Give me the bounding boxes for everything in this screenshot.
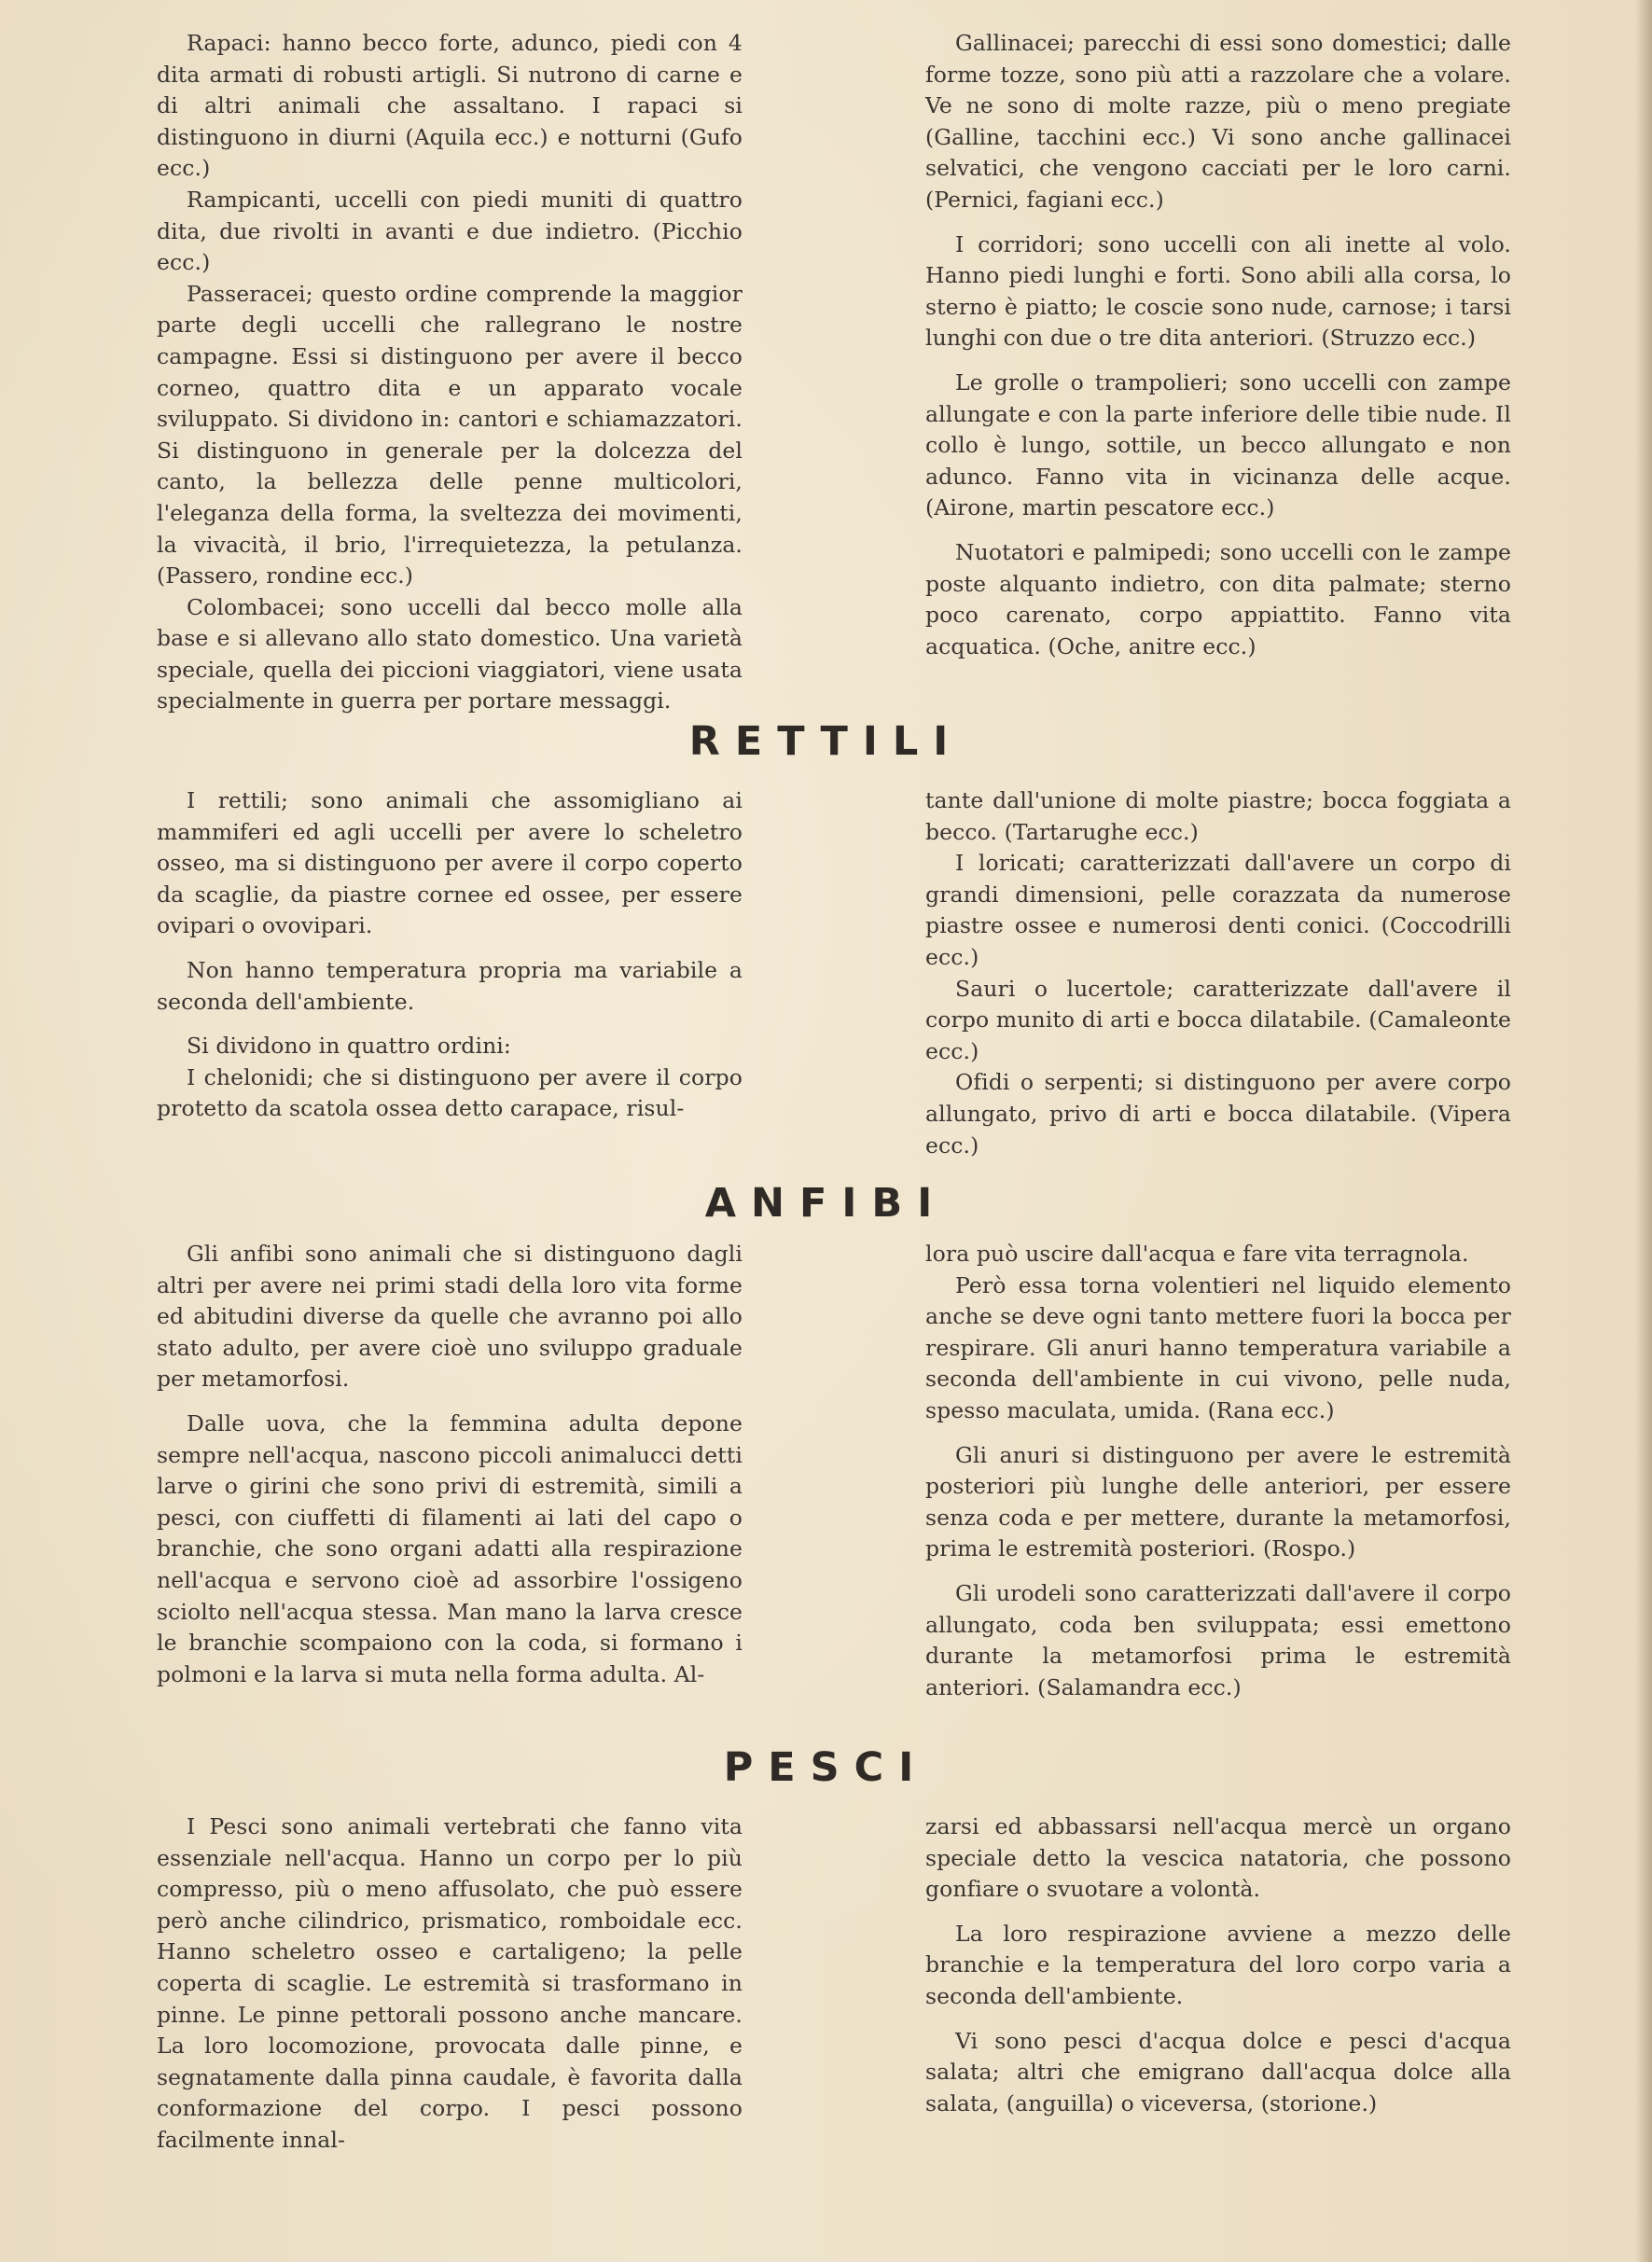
paragraph-anuri: Gli anuri si distinguono per avere le estremità posteriori più lunghe delle anteriori, per essere senza coda e per mettere, durante la metamorfosi, prima le estremità posteriori. (Rospo.) (925, 1441, 1511, 1562)
paragraph-anfibi-cont: lora può uscire dall'acqua e fare vita terragnola. (925, 1241, 1469, 1267)
paragraph-pesci-intro: I Pesci sono animali vertebrati che fanno vita essenziale nell'acqua. Hanno un corpo per lo più compresso, più o meno affusolato, che può essere però anche cilindrico, prismatico, romboidale ecc. Hanno scheletro osseo e cartaligeno; la pelle coperta di scaglie. Le estremità si trasformano in pinne. Le pinne pettorali possono anche mancare. La loro locomozione, provocata dalle pinne, e segnatamente dalla pinna caudale, è favorita dalla conformazione del corpo. I pesci possono facilmente innal- (157, 1813, 743, 2153)
paragraph-trampolieri: Le grolle o trampolieri; sono uccelli con zampe allungate e con la parte inferiore delle tibie nude. Il collo è lungo, sottile, un becco allungato e non adunco. Fanno vita in vicinanza delle acque. (Airone, martin pescatore ecc.) (925, 368, 1511, 521)
rettili-section (157, 785, 1511, 1161)
heading-anfibi: ANFIBI (704, 1180, 948, 1227)
paragraph-rampicanti: Rampicanti, uccelli con piedi muniti di quattro dita, due rivolti in avanti e due indietro. (Picchio ecc.) (157, 186, 743, 276)
paragraph-nuotatori: Nuotatori e palmipedi; sono uccelli con le zampe poste alquanto indietro, con dita palmate; sterno poco carenato, corpo appiattito. Fanno vita acquatica. (Oche, anitre ecc.) (925, 538, 1511, 659)
paragraph-acqua: Vi sono pesci d'acqua dolce e pesci d'acqua salata; altri che emigrano dall'acqua dolce alla salata, (anguilla) o viceversa, (storione.) (925, 2027, 1511, 2116)
anfibi-section (157, 1239, 1511, 1703)
paragraph-passeracei: Passeracei; questo ordine comprende la maggior parte degli uccelli che rallegrano le nostre campagne. Essi si distinguono per avere il becco corneo, quattro dita e un apparato vocale sviluppato. Si dividono in: cantori e schiamazzatori. Si distinguono in generale per la dolcezza del canto, la bellezza delle penne multicolori, l'eleganza della forma, la sveltezza dei movimenti, la vivacità, il brio, l'irrequietezza, la petulanza. (Passero, rondine ecc.) (157, 280, 743, 590)
page-edge-shadow (1635, 0, 1652, 2262)
paragraph-rapaci: Rapaci: hanno becco forte, adunco, piedi con 4 dita armati di robusti artigli. Si nutrono di carne e di altri animali che assaltano. I rapaci si distinguono in diurni (Aquila ecc.) e notturni (Gufo ecc.) (157, 30, 743, 182)
paragraph-respirazione: La loro respirazione avviene a mezzo delle branchie e la temperatura del loro corpo varia a seconda dell'ambiente. (925, 1920, 1511, 2009)
paragraph-rettili-intro: I rettili; sono animali che assomigliano ai mammiferi ed agli uccelli per avere lo scheletro osseo, ma si distinguono per avere il corpo coperto da scaglie, da piastre cornee ed ossee, per essere ovipari o ovovipari. (157, 787, 743, 939)
birds-left-column (157, 28, 743, 717)
paragraph-chelonidi: I chelonidi; che si distinguono per avere il corpo protetto da scatola ossea detto carapace, risul- (157, 1063, 743, 1122)
paragraph-uova: Dalle uova, che la femmina adulta depone sempre nell'acqua, nascono piccoli animalucci detti larve o girini che sono privi di estremità, simili a pesci, con ciuffetti di filamenti ai lati del capo o branchie, che sono organi adatti alla respirazione nell'acqua e servono cioè ad assorbire l'ossigeno sciolto nell'acqua stessa. Man mano la larva cresce le branchie scompaiono con la coda, si formano i polmoni e la larva si muta nella forma adulta. Al- (157, 1409, 743, 1687)
pesci-section (157, 1811, 1511, 2157)
anfibi-right-column (925, 1239, 1511, 1703)
paragraph-ordini: Si dividono in quattro ordini: (187, 1033, 511, 1060)
paragraph-ofidi: Ofidi o serpenti; si distinguono per avere corpo allungato, privo di arti e bocca dilatabile. (Vipera ecc.) (925, 1069, 1511, 1159)
paragraph-gallinacei: Gallinacei; parecchi di essi sono domestici; dalle forme tozze, sono più atti a razzolare che a volare. Ve ne sono di molte razze, più o meno pregiate (Galline, tacchini ecc.) Vi sono anche gallinacei selvatici, che vengono cacciati per le loro carni. (Pernici, fagiani ecc.) (925, 30, 1511, 213)
paragraph-anfibi-intro: Gli anfibi sono animali che si distinguono dagli altri per avere nei primi stadi della loro vita forme ed abitudini diverse da quelle che avranno poi allo stato adulto, per avere cioè uno sviluppo graduale per metamorfosi. (157, 1241, 743, 1393)
heading-rettili: RETTILI (688, 718, 964, 765)
anfibi-left-column (157, 1239, 743, 1703)
paragraph-corridori: I corridori; sono uccelli con ali inette al volo. Hanno piedi lunghi e forti. Sono abili alla corsa, lo sterno è piatto; le coscie sono nude, carnose; i tarsi lunghi con due o tre dita anteriori. (Struzzo ecc.) (925, 230, 1511, 352)
paragraph-temperatura: Non hanno temperatura propria ma variabile a seconda dell'ambiente. (157, 956, 743, 1015)
paragraph-colombacei: Colombacei; sono uccelli dal becco molle alla base e si allevano allo stato domestico. Una varietà speciale, quella dei piccioni viaggiatori, viene usata specialmente in guerra per portare messaggi. (157, 593, 743, 715)
paragraph-pesci-cont: zarsi ed abbassarsi nell'acqua mercè un organo speciale detto la vescica natatoria, che possono gonfiare o svuotare a volontà. (925, 1813, 1511, 1903)
paragraph-loricati: I loricati; caratterizzati dall'avere un corpo di grandi dimensioni, pelle corazzata da numerose piastre ossee e numerosi denti conici. (Coccodrilli ecc.) (925, 850, 1511, 970)
paragraph-terragnola: Però essa torna volentieri nel liquido elemento anche se deve ogni tanto mettere fuori la bocca per respirare. Gli anuri hanno temperatura variabile a seconda dell'ambiente in cui vivono, pelle nuda, spesso maculata, umida. (Rana ecc.) (925, 1271, 1511, 1423)
birds-section (157, 28, 1511, 717)
paragraph-sauri: Sauri o lucertole; caratterizzate dall'avere il corpo munito di arti e bocca dilatabile. (Camaleonte ecc.) (925, 975, 1511, 1064)
pesci-right-column (925, 1811, 1511, 2157)
paragraph-urodeli: Gli urodeli sono caratterizzati dall'avere il corpo allungato, coda ben sviluppata; essi emettono durante la metamorfosi prima le estremità anteriori. (Salamandra ecc.) (925, 1579, 1511, 1700)
rettili-right-column (925, 785, 1511, 1161)
pesci-left-column (157, 1811, 743, 2157)
rettili-left-column (157, 785, 743, 1161)
birds-right-column (925, 28, 1511, 717)
paragraph-chelonidi-cont: tante dall'unione di molte piastre; bocca foggiata a becco. (Tartarughe ecc.) (925, 787, 1511, 845)
heading-pesci: PESCI (723, 1744, 929, 1791)
